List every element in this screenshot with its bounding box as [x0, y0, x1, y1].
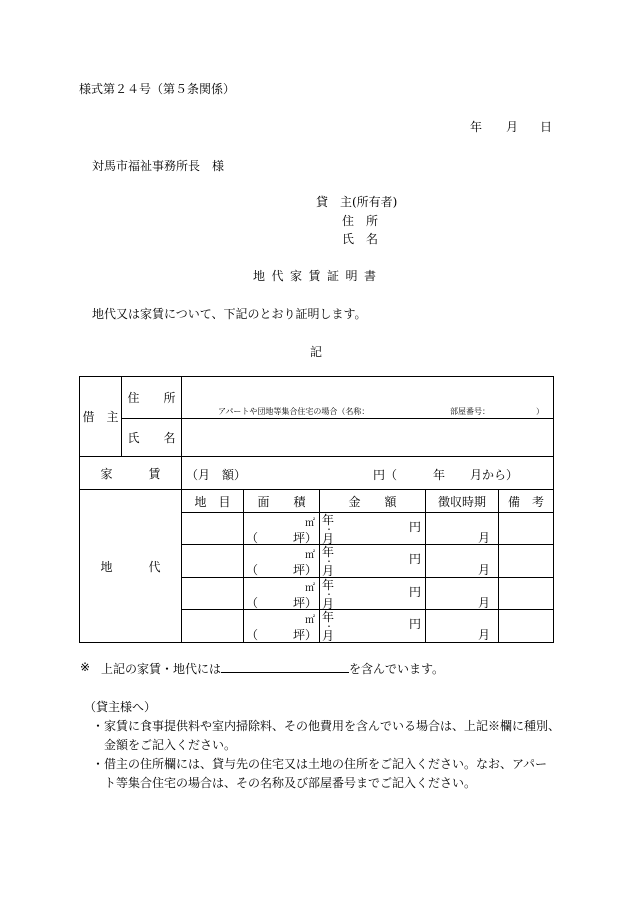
period-month-unit: 月	[477, 563, 490, 577]
dot-separator: ・	[325, 557, 333, 566]
close-paren: ）	[536, 407, 544, 416]
document-title: 地代家賃証明書	[253, 269, 383, 283]
rent-year-label: 年	[433, 468, 446, 482]
year-unit: 年	[322, 513, 335, 527]
dot-separator: ・	[325, 622, 333, 631]
landlord-label: 貸 主(所有者)	[316, 195, 398, 209]
period-cell[interactable]	[426, 610, 499, 643]
note-after: を含んでいます。	[349, 662, 445, 676]
rent-label: 家 賃	[80, 457, 182, 490]
area-cell[interactable]	[244, 545, 320, 578]
landlord-address-label: 住 所	[342, 214, 379, 228]
tsubo-unit: 坪）	[292, 628, 317, 642]
addressee: 対馬市福祉事務所長 様	[92, 159, 225, 173]
note-before: 上記の家賃・地代には	[101, 662, 222, 676]
period-cell[interactable]	[426, 545, 499, 578]
land-category-cell[interactable]	[182, 513, 244, 545]
note-line	[101, 660, 444, 677]
header-collection-period: 徴収時期	[426, 490, 499, 513]
remarks-cell[interactable]	[499, 545, 554, 578]
instructions-heading: （貸主様へ）	[84, 700, 157, 714]
tsubo-unit: 坪）	[292, 531, 317, 545]
month-unit: 月	[322, 532, 335, 546]
amount-cell[interactable]	[320, 513, 426, 545]
sqm-unit: ㎡	[305, 615, 315, 626]
yen-unit: 円	[408, 585, 421, 599]
form-number: 様式第２４号（第５条関係）	[79, 82, 236, 96]
amount-cell[interactable]	[320, 545, 426, 578]
area-cell[interactable]	[244, 610, 320, 643]
yen-unit: 円	[408, 520, 421, 534]
period-month-unit: 月	[477, 531, 490, 545]
tsubo-unit: 坪）	[292, 596, 317, 610]
tsubo-unit: 坪）	[292, 563, 317, 577]
certificate-table	[79, 376, 554, 643]
borrower-name-label: 氏 名	[122, 419, 182, 457]
instruction-line: ・家賃に食事提供料や室内掃除料、その他費用を含んでいる場合は、上記※欄に種別、	[92, 719, 561, 733]
rent-yen-label: 円（	[373, 468, 398, 482]
landlord-name-label: 氏 名	[342, 232, 379, 246]
borrower-name-field[interactable]	[182, 419, 554, 457]
borrower-address-label: 住 所	[122, 377, 182, 419]
header-area: 面 積	[244, 490, 320, 513]
period-cell[interactable]	[426, 513, 499, 545]
ki-label: 記	[310, 345, 323, 359]
yen-unit: 円	[408, 617, 421, 631]
borrower-address-field[interactable]	[182, 377, 554, 419]
remarks-cell[interactable]	[499, 578, 554, 610]
remarks-cell[interactable]	[499, 610, 554, 643]
instruction-line: ・借主の住所欄には、貸与先の住宅又は土地の住所をご記入ください。なお、アパー	[92, 757, 548, 771]
date-month: 月	[506, 120, 519, 134]
header-remarks: 備 考	[499, 490, 554, 513]
tsubo-open: （	[246, 596, 259, 610]
sqm-unit: ㎡	[305, 583, 315, 594]
land-category-cell[interactable]	[182, 610, 244, 643]
land-rent-label: 地 代	[80, 490, 182, 643]
area-cell[interactable]	[244, 578, 320, 610]
date-day: 日	[540, 120, 553, 134]
tsubo-open: （	[246, 628, 259, 642]
period-month-unit: 月	[477, 628, 490, 642]
rent-monthly-label: （月 額）	[186, 468, 247, 482]
year-unit: 年	[322, 578, 335, 592]
area-cell[interactable]	[244, 513, 320, 545]
date-year: 年	[470, 120, 483, 134]
sqm-unit: ㎡	[305, 550, 315, 561]
month-unit: 月	[322, 564, 335, 578]
note-mark: ※	[80, 660, 91, 674]
dot-separator: ・	[325, 525, 333, 534]
amount-cell[interactable]	[320, 578, 426, 610]
apartment-note: アパートや団地等集合住宅の場合（名称：	[218, 407, 370, 416]
land-category-cell[interactable]	[182, 545, 244, 578]
note-blank-field[interactable]	[221, 660, 349, 673]
borrower-label: 借 主	[80, 377, 122, 457]
month-unit: 月	[322, 597, 335, 611]
instruction-line: ト等集合住宅の場合は、その名称及び部屋番号までご記入ください。	[104, 776, 477, 790]
rent-field[interactable]	[182, 457, 554, 490]
header-land-category: 地 目	[182, 490, 244, 513]
tsubo-open: （	[246, 531, 259, 545]
instruction-line: 金額をご記入ください。	[104, 738, 237, 752]
month-unit: 月	[322, 629, 335, 643]
rent-from-label: 月から）	[470, 468, 519, 482]
intro-text: 地代又は家賃について、下記のとおり証明します。	[92, 307, 367, 321]
header-amount: 金 額	[320, 490, 426, 513]
period-cell[interactable]	[426, 578, 499, 610]
dot-separator: ・	[325, 590, 333, 599]
land-category-cell[interactable]	[182, 578, 244, 610]
period-month-unit: 月	[477, 596, 490, 610]
yen-unit: 円	[408, 552, 421, 566]
room-number-note: 部屋番号：	[450, 407, 490, 416]
sqm-unit: ㎡	[305, 518, 315, 529]
year-unit: 年	[322, 610, 335, 624]
amount-cell[interactable]	[320, 610, 426, 643]
tsubo-open: （	[246, 563, 259, 577]
remarks-cell[interactable]	[499, 513, 554, 545]
year-unit: 年	[322, 545, 335, 559]
